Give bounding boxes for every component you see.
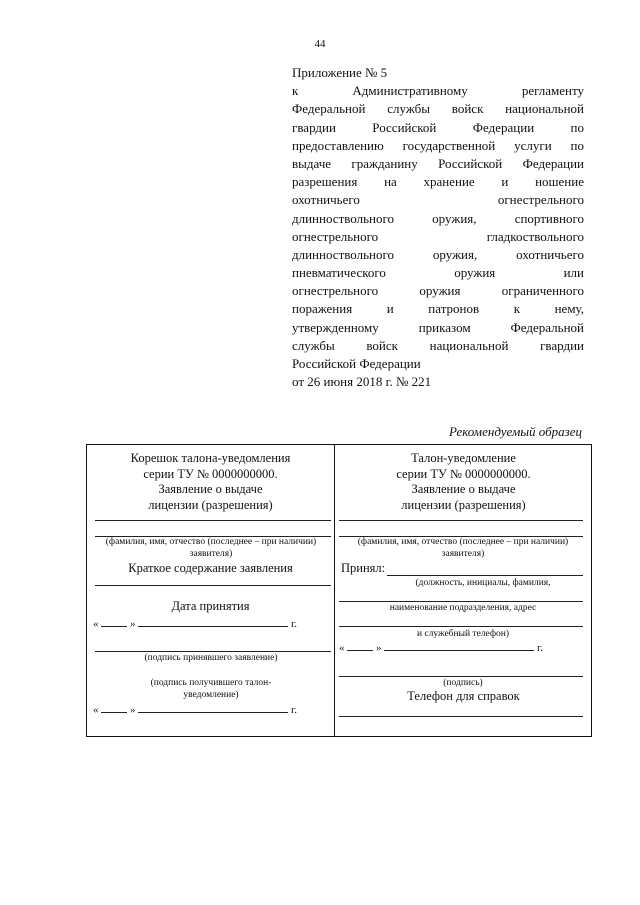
date-accepted-label: Дата принятия xyxy=(171,599,250,613)
coupon-header-line: Талон-уведомление xyxy=(411,451,516,465)
phone-caption: и служебный телефон) xyxy=(416,629,510,639)
date-quote-close: » xyxy=(130,618,136,630)
date-year-suffix: г. xyxy=(291,704,298,716)
coupon-column xyxy=(335,445,592,736)
appendix-block xyxy=(292,64,584,391)
appendix-line: Приложение № 5 xyxy=(292,65,388,80)
date-quote-open: « xyxy=(339,642,345,654)
appendix-line: пневматического оружия или xyxy=(292,265,584,281)
appendix-line: огнестрельного гладкоствольного xyxy=(292,228,584,244)
accepted-label: Принял: xyxy=(341,561,386,575)
fio-caption: (фамилия, имя, отчество (последнее – при наличии) заявителя) xyxy=(105,537,317,559)
appendix-line: выдаче гражданину Российской Федерации xyxy=(292,155,584,171)
coupon-header xyxy=(335,451,592,513)
date-quote-open: « xyxy=(93,704,99,716)
phone-line[interactable] xyxy=(339,716,583,717)
date-quote-close: » xyxy=(376,642,382,654)
stub-column xyxy=(87,445,334,736)
phone-label: Телефон для справок xyxy=(407,689,520,703)
appendix-line: утвержденному приказом Федеральной xyxy=(292,319,584,335)
date-received-field[interactable] xyxy=(93,703,297,716)
appendix-line: гвардии Российской Федерации по xyxy=(292,119,584,135)
stub-header-line: Заявление о выдаче xyxy=(158,482,263,496)
accepted-line[interactable] xyxy=(387,575,583,576)
appendix-line: огнестрельного оружия ограниченного xyxy=(292,283,584,299)
notification-form xyxy=(86,444,592,737)
date-field[interactable] xyxy=(339,641,543,654)
date-year-suffix: г. xyxy=(537,642,544,654)
date-quote-close: » xyxy=(130,704,136,716)
fio-line[interactable] xyxy=(95,520,331,521)
summary-label: Краткое содержание заявления xyxy=(128,561,293,575)
coupon-header-line: серии ТУ № 0000000000. xyxy=(396,466,531,481)
appendix-line: длинноствольного оружия, спортивного xyxy=(292,210,584,226)
date-accepted-field[interactable] xyxy=(93,617,297,630)
fio-line[interactable] xyxy=(339,520,583,521)
summary-line[interactable] xyxy=(95,585,331,586)
department-caption: наименование подразделения, адрес xyxy=(389,603,537,613)
appendix-line: от 26 июня 2018 г. № 221 xyxy=(292,374,432,390)
appendix-line: Российской Федерации xyxy=(292,356,421,371)
accepted-line[interactable] xyxy=(339,626,583,627)
appendix-line: длинноствольного оружия, охотничьего xyxy=(292,246,584,262)
appendix-line: охотничьего огнестрельного xyxy=(292,192,584,208)
stub-header-line: Корешок талона-уведомления xyxy=(130,451,291,465)
signature-received-caption: (подпись получившего талон-уведомление) xyxy=(150,678,272,700)
recommended-sample-label: Рекомендуемый образец xyxy=(448,424,582,439)
signature-line[interactable] xyxy=(95,651,331,652)
fio-caption: (фамилия, имя, отчество (последнее – при наличии) заявителя) xyxy=(357,537,569,559)
page-number: 44 xyxy=(314,38,326,50)
accepted-line[interactable] xyxy=(339,601,583,602)
appendix-line: поражения и патронов к нему, xyxy=(292,301,584,317)
signature-line[interactable] xyxy=(339,676,583,677)
stub-header-line: серии ТУ № 0000000000. xyxy=(143,466,278,481)
stub-header xyxy=(87,451,334,513)
appendix-line: к Административному регламенту xyxy=(292,83,584,99)
appendix-line: Федеральной службы войск национальной xyxy=(292,101,584,117)
coupon-header-line: Заявление о выдаче xyxy=(411,482,516,496)
appendix-line: предоставлению государственной услуги по xyxy=(292,137,584,153)
appendix-line: службы войск национальной гвардии xyxy=(292,337,584,353)
stub-header-line: лицензии (разрешения) xyxy=(148,497,273,512)
signature-accepted-caption: (подпись принявшего заявление) xyxy=(144,653,278,663)
signature-caption: (подпись) xyxy=(443,678,483,688)
position-caption: (должность, инициалы, фамилия, xyxy=(415,578,551,588)
coupon-header-line: лицензии (разрешения) xyxy=(401,497,526,512)
date-year-suffix: г. xyxy=(291,618,298,630)
date-quote-open: « xyxy=(93,618,99,630)
appendix-line: разрешения на хранение и ношение xyxy=(292,174,584,190)
